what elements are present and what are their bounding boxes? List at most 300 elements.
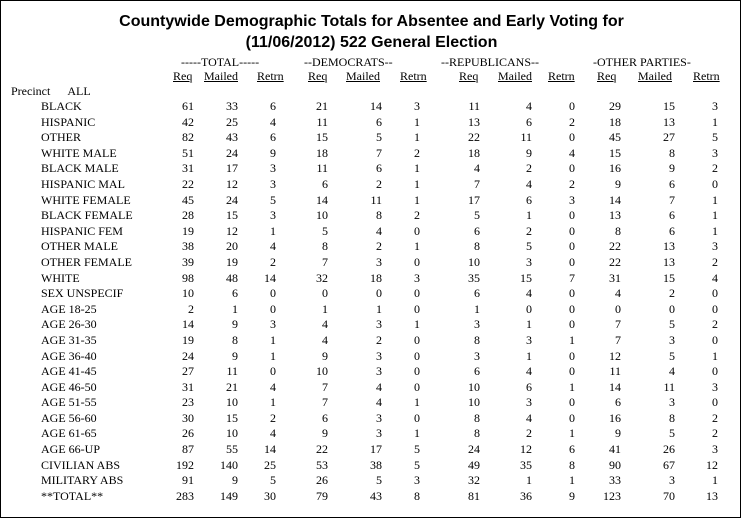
cell-total-retrn: 30 xyxy=(264,488,276,503)
cell-rep-mailed: 2 xyxy=(526,223,532,238)
cell-oth-retrn: 3 xyxy=(712,379,718,394)
row-label: AGE 56-60 xyxy=(41,410,97,425)
cell-rep-mailed: 1 xyxy=(526,473,532,488)
cell-total-retrn: 0 xyxy=(270,286,276,301)
cell-dem-req: 15 xyxy=(316,130,328,145)
cell-dem-req: 10 xyxy=(316,364,328,379)
cell-dem-retrn: 0 xyxy=(414,364,420,379)
cell-rep-req: 3 xyxy=(474,317,480,332)
cell-dem-retrn: 1 xyxy=(414,317,420,332)
cell-dem-req: 14 xyxy=(316,192,328,207)
cell-rep-mailed: 4 xyxy=(526,410,532,425)
cell-total-req: 30 xyxy=(182,410,194,425)
cell-total-mailed: 6 xyxy=(232,286,238,301)
cell-rep-mailed: 1 xyxy=(526,317,532,332)
cell-dem-req: 6 xyxy=(322,410,328,425)
cell-oth-req: 16 xyxy=(609,410,621,425)
cell-total-req: 91 xyxy=(182,473,194,488)
cell-total-retrn: 25 xyxy=(264,457,276,472)
row-label: OTHER xyxy=(41,130,81,145)
cell-oth-mailed: 13 xyxy=(663,254,675,269)
cell-oth-retrn: 2 xyxy=(712,410,718,425)
table-row xyxy=(1,489,741,505)
cell-dem-mailed: 5 xyxy=(376,473,382,488)
cell-oth-req: 9 xyxy=(615,176,621,191)
cell-oth-mailed: 15 xyxy=(663,99,675,113)
cell-dem-req: 4 xyxy=(322,317,328,332)
cell-rep-req: 10 xyxy=(468,379,480,394)
cell-oth-retrn: 1 xyxy=(712,114,718,129)
cell-dem-retrn: 1 xyxy=(414,130,420,145)
cell-total-mailed: 140 xyxy=(220,457,238,472)
cell-dem-req: 9 xyxy=(322,348,328,363)
table-row xyxy=(1,302,741,318)
cell-dem-req: 26 xyxy=(316,473,328,488)
cell-total-mailed: 8 xyxy=(232,332,238,347)
group-header-other-parties: -OTHER PARTIES- xyxy=(593,55,691,69)
cell-total-mailed: 24 xyxy=(226,145,238,160)
cell-dem-mailed: 3 xyxy=(376,254,382,269)
cell-dem-req: 32 xyxy=(316,270,328,285)
cell-dem-req: 11 xyxy=(316,114,328,129)
cell-total-mailed: 48 xyxy=(226,270,238,285)
cell-oth-req: 14 xyxy=(609,192,621,207)
cell-rep-retrn: 8 xyxy=(569,457,575,472)
subhead-rep-mailed: Mailed xyxy=(498,69,532,83)
cell-oth-retrn: 3 xyxy=(712,239,718,254)
cell-dem-mailed: 3 xyxy=(376,364,382,379)
cell-rep-mailed: 3 xyxy=(526,332,532,347)
cell-oth-req: 6 xyxy=(615,395,621,410)
precinct-label: Precinct xyxy=(11,84,51,98)
cell-oth-retrn: 0 xyxy=(712,301,718,316)
cell-rep-retrn: 0 xyxy=(569,161,575,176)
table-row xyxy=(1,317,741,333)
table-row xyxy=(1,239,741,255)
cell-dem-mailed: 3 xyxy=(376,317,382,332)
cell-rep-req: 35 xyxy=(468,270,480,285)
subhead-dem-retrn: Retrn xyxy=(400,69,427,83)
cell-oth-mailed: 7 xyxy=(669,192,675,207)
cell-total-req: 19 xyxy=(182,223,194,238)
table-row xyxy=(1,99,741,115)
cell-dem-req: 1 xyxy=(322,301,328,316)
cell-dem-mailed: 38 xyxy=(370,457,382,472)
cell-total-retrn: 4 xyxy=(270,426,276,441)
cell-total-mailed: 15 xyxy=(226,410,238,425)
subhead-total-retrn: Retrn xyxy=(257,69,284,83)
cell-oth-mailed: 6 xyxy=(669,208,675,223)
cell-total-req: 31 xyxy=(182,379,194,394)
cell-total-mailed: 9 xyxy=(232,348,238,363)
cell-dem-mailed: 18 xyxy=(370,270,382,285)
report-title-line2: (11/06/2012) 522 General Election xyxy=(245,34,498,51)
table-row xyxy=(1,380,741,396)
cell-oth-req: 31 xyxy=(609,270,621,285)
cell-rep-retrn: 0 xyxy=(569,364,575,379)
cell-total-req: 51 xyxy=(182,145,194,160)
subhead-oth-retrn: Retrn xyxy=(693,69,720,83)
cell-dem-mailed: 6 xyxy=(376,161,382,176)
cell-dem-retrn: 5 xyxy=(414,442,420,457)
cell-total-req: 38 xyxy=(182,239,194,254)
cell-rep-retrn: 0 xyxy=(569,395,575,410)
cell-rep-req: 1 xyxy=(474,301,480,316)
cell-dem-mailed: 11 xyxy=(370,192,382,207)
cell-total-mailed: 24 xyxy=(226,192,238,207)
table-row xyxy=(1,193,741,209)
cell-rep-retrn: 0 xyxy=(569,410,575,425)
cell-rep-mailed: 15 xyxy=(520,270,532,285)
cell-dem-req: 79 xyxy=(316,488,328,503)
cell-dem-retrn: 8 xyxy=(414,488,420,503)
cell-oth-mailed: 5 xyxy=(669,348,675,363)
cell-dem-mailed: 2 xyxy=(376,332,382,347)
cell-rep-req: 11 xyxy=(468,99,480,113)
cell-total-retrn: 3 xyxy=(270,317,276,332)
subhead-oth-mailed: Mailed xyxy=(638,69,672,83)
table-row xyxy=(1,130,741,146)
row-label: OTHER FEMALE xyxy=(41,254,132,269)
cell-dem-retrn: 1 xyxy=(414,114,420,129)
cell-oth-req: 0 xyxy=(615,301,621,316)
subhead-rep-req: Req xyxy=(459,69,479,83)
cell-rep-mailed: 3 xyxy=(526,395,532,410)
cell-rep-mailed: 36 xyxy=(520,488,532,503)
cell-total-req: 10 xyxy=(182,286,194,301)
cell-total-retrn: 3 xyxy=(270,176,276,191)
cell-rep-mailed: 3 xyxy=(526,254,532,269)
cell-rep-retrn: 2 xyxy=(569,114,575,129)
cell-oth-mailed: 8 xyxy=(669,145,675,160)
cell-dem-req: 7 xyxy=(322,395,328,410)
cell-rep-retrn: 9 xyxy=(569,488,575,503)
cell-rep-retrn: 0 xyxy=(569,99,575,113)
cell-oth-mailed: 13 xyxy=(663,114,675,129)
cell-total-retrn: 5 xyxy=(270,192,276,207)
cell-dem-mailed: 0 xyxy=(376,286,382,301)
cell-oth-mailed: 2 xyxy=(669,286,675,301)
cell-oth-mailed: 3 xyxy=(669,395,675,410)
cell-dem-retrn: 0 xyxy=(414,348,420,363)
cell-oth-retrn: 1 xyxy=(712,192,718,207)
cell-oth-retrn: 1 xyxy=(712,473,718,488)
cell-rep-retrn: 2 xyxy=(569,176,575,191)
row-label: AGE 46-50 xyxy=(41,379,97,394)
cell-dem-mailed: 4 xyxy=(376,223,382,238)
table-row xyxy=(1,161,741,177)
cell-oth-mailed: 6 xyxy=(669,176,675,191)
cell-dem-mailed: 3 xyxy=(376,426,382,441)
table-row xyxy=(1,208,741,224)
cell-dem-retrn: 2 xyxy=(414,208,420,223)
cell-rep-mailed: 6 xyxy=(526,192,532,207)
row-label: HISPANIC FEM xyxy=(41,223,123,238)
cell-rep-req: 10 xyxy=(468,254,480,269)
cell-oth-mailed: 27 xyxy=(663,130,675,145)
cell-dem-retrn: 1 xyxy=(414,239,420,254)
cell-dem-mailed: 5 xyxy=(376,130,382,145)
cell-total-req: 87 xyxy=(182,442,194,457)
precinct-line xyxy=(11,84,91,99)
cell-total-mailed: 11 xyxy=(226,364,238,379)
cell-rep-mailed: 1 xyxy=(526,348,532,363)
cell-dem-mailed: 7 xyxy=(376,145,382,160)
table-row xyxy=(1,115,741,131)
cell-oth-retrn: 0 xyxy=(712,176,718,191)
cell-dem-mailed: 17 xyxy=(370,442,382,457)
cell-oth-retrn: 0 xyxy=(712,332,718,347)
table-row xyxy=(1,224,741,240)
cell-total-req: 26 xyxy=(182,426,194,441)
cell-oth-req: 16 xyxy=(609,161,621,176)
cell-oth-req: 14 xyxy=(609,379,621,394)
cell-oth-req: 90 xyxy=(609,457,621,472)
cell-total-mailed: 9 xyxy=(232,317,238,332)
cell-dem-retrn: 0 xyxy=(414,223,420,238)
cell-total-req: 283 xyxy=(176,488,194,503)
cell-total-req: 45 xyxy=(182,192,194,207)
cell-oth-req: 11 xyxy=(609,364,621,379)
cell-oth-retrn: 0 xyxy=(712,364,718,379)
cell-oth-mailed: 11 xyxy=(663,379,675,394)
cell-total-retrn: 1 xyxy=(270,395,276,410)
subhead-rep-retrn: Retrn xyxy=(548,69,575,83)
cell-dem-retrn: 0 xyxy=(414,286,420,301)
cell-dem-retrn: 3 xyxy=(414,99,420,113)
cell-oth-req: 45 xyxy=(609,130,621,145)
row-label: AGE 18-25 xyxy=(41,301,97,316)
cell-total-retrn: 4 xyxy=(270,114,276,129)
cell-oth-retrn: 12 xyxy=(706,457,718,472)
cell-total-mailed: 25 xyxy=(226,114,238,129)
cell-dem-mailed: 2 xyxy=(376,239,382,254)
row-label: MILITARY ABS xyxy=(41,473,124,488)
cell-rep-req: 17 xyxy=(468,192,480,207)
subhead-total-req: Req xyxy=(173,69,193,83)
cell-oth-retrn: 3 xyxy=(712,145,718,160)
cell-oth-retrn: 1 xyxy=(712,208,718,223)
cell-total-mailed: 21 xyxy=(226,379,238,394)
cell-dem-retrn: 1 xyxy=(414,192,420,207)
cell-dem-retrn: 5 xyxy=(414,457,420,472)
cell-total-retrn: 0 xyxy=(270,364,276,379)
cell-total-mailed: 1 xyxy=(232,301,238,316)
table-row xyxy=(1,349,741,365)
cell-oth-retrn: 2 xyxy=(712,161,718,176)
cell-rep-retrn: 0 xyxy=(569,208,575,223)
cell-dem-req: 18 xyxy=(316,145,328,160)
cell-total-req: 14 xyxy=(182,317,194,332)
cell-rep-req: 13 xyxy=(468,114,480,129)
row-label: WHITE xyxy=(41,270,80,285)
table-row xyxy=(1,458,741,474)
cell-total-mailed: 20 xyxy=(226,239,238,254)
cell-oth-retrn: 0 xyxy=(712,286,718,301)
cell-rep-mailed: 5 xyxy=(526,239,532,254)
cell-dem-req: 7 xyxy=(322,254,328,269)
cell-rep-retrn: 0 xyxy=(569,130,575,145)
cell-rep-retrn: 0 xyxy=(569,254,575,269)
cell-oth-retrn: 3 xyxy=(712,99,718,113)
cell-dem-mailed: 3 xyxy=(376,410,382,425)
cell-oth-req: 33 xyxy=(609,473,621,488)
cell-total-retrn: 2 xyxy=(270,410,276,425)
cell-oth-req: 7 xyxy=(615,317,621,332)
cell-rep-mailed: 9 xyxy=(526,145,532,160)
table-row xyxy=(1,333,741,349)
cell-rep-retrn: 0 xyxy=(569,301,575,316)
cell-total-req: 98 xyxy=(182,270,194,285)
cell-dem-req: 53 xyxy=(316,457,328,472)
cell-oth-req: 123 xyxy=(603,488,621,503)
cell-oth-mailed: 4 xyxy=(669,364,675,379)
cell-oth-req: 18 xyxy=(609,114,621,129)
cell-oth-mailed: 5 xyxy=(669,317,675,332)
group-header-total: -----TOTAL----- xyxy=(181,55,260,69)
cell-rep-req: 81 xyxy=(468,488,480,503)
cell-total-req: 27 xyxy=(182,364,194,379)
cell-oth-retrn: 5 xyxy=(712,130,718,145)
cell-oth-mailed: 5 xyxy=(669,426,675,441)
cell-oth-mailed: 13 xyxy=(663,239,675,254)
cell-total-retrn: 4 xyxy=(270,379,276,394)
cell-oth-req: 8 xyxy=(615,223,621,238)
cell-dem-retrn: 0 xyxy=(414,332,420,347)
cell-oth-req: 15 xyxy=(609,145,621,160)
cell-total-retrn: 4 xyxy=(270,239,276,254)
cell-total-retrn: 14 xyxy=(264,442,276,457)
cell-rep-retrn: 1 xyxy=(569,332,575,347)
row-label: BLACK xyxy=(41,99,82,113)
cell-dem-mailed: 4 xyxy=(376,379,382,394)
cell-oth-mailed: 3 xyxy=(669,332,675,347)
cell-rep-mailed: 12 xyxy=(520,442,532,457)
row-label: OTHER MALE xyxy=(41,239,118,254)
row-label: SEX UNSPECIF xyxy=(41,286,124,301)
cell-oth-retrn: 2 xyxy=(712,426,718,441)
cell-rep-retrn: 3 xyxy=(569,192,575,207)
cell-oth-mailed: 6 xyxy=(669,223,675,238)
cell-total-mailed: 10 xyxy=(226,426,238,441)
cell-dem-req: 0 xyxy=(322,286,328,301)
data-rows xyxy=(1,99,741,504)
cell-rep-req: 6 xyxy=(474,286,480,301)
cell-total-retrn: 2 xyxy=(270,254,276,269)
row-label: AGE 36-40 xyxy=(41,348,97,363)
cell-rep-retrn: 6 xyxy=(569,442,575,457)
table-row xyxy=(1,177,741,193)
cell-dem-req: 5 xyxy=(322,223,328,238)
cell-dem-mailed: 2 xyxy=(376,176,382,191)
cell-dem-mailed: 1 xyxy=(376,301,382,316)
cell-total-retrn: 1 xyxy=(270,332,276,347)
cell-rep-retrn: 0 xyxy=(569,223,575,238)
row-label: HISPANIC xyxy=(41,114,96,129)
cell-total-retrn: 0 xyxy=(270,301,276,316)
row-label: CIVILIAN ABS xyxy=(41,457,121,472)
cell-dem-mailed: 4 xyxy=(376,395,382,410)
cell-oth-mailed: 3 xyxy=(669,473,675,488)
cell-dem-retrn: 3 xyxy=(414,473,420,488)
cell-rep-req: 7 xyxy=(474,176,480,191)
table-row xyxy=(1,411,741,427)
cell-oth-req: 7 xyxy=(615,332,621,347)
cell-rep-mailed: 11 xyxy=(520,130,532,145)
cell-dem-req: 6 xyxy=(322,176,328,191)
row-label: BLACK MALE xyxy=(41,161,119,176)
cell-total-retrn: 5 xyxy=(270,473,276,488)
cell-dem-retrn: 0 xyxy=(414,379,420,394)
cell-rep-req: 18 xyxy=(468,145,480,160)
cell-dem-req: 4 xyxy=(322,332,328,347)
cell-oth-req: 9 xyxy=(615,426,621,441)
cell-total-req: 23 xyxy=(182,395,194,410)
row-label: AGE 31-35 xyxy=(41,332,97,347)
cell-rep-mailed: 4 xyxy=(526,286,532,301)
cell-total-retrn: 6 xyxy=(270,130,276,145)
cell-total-mailed: 149 xyxy=(220,488,238,503)
cell-total-req: 2 xyxy=(188,301,194,316)
cell-total-retrn: 1 xyxy=(270,348,276,363)
cell-total-mailed: 15 xyxy=(226,208,238,223)
row-label: AGE 26-30 xyxy=(41,317,97,332)
cell-total-req: 28 xyxy=(182,208,194,223)
report-title-line1: Countywide Demographic Totals for Absentee and Early Voting for xyxy=(119,13,624,30)
cell-dem-mailed: 14 xyxy=(370,99,382,113)
cell-rep-req: 8 xyxy=(474,332,480,347)
cell-oth-retrn: 0 xyxy=(712,395,718,410)
cell-oth-req: 4 xyxy=(615,286,621,301)
table-row xyxy=(1,286,741,302)
cell-oth-req: 29 xyxy=(609,99,621,113)
cell-total-req: 42 xyxy=(182,114,194,129)
cell-rep-req: 10 xyxy=(468,395,480,410)
cell-rep-mailed: 35 xyxy=(520,457,532,472)
cell-rep-req: 6 xyxy=(474,223,480,238)
row-label: WHITE FEMALE xyxy=(41,192,131,207)
cell-rep-mailed: 6 xyxy=(526,379,532,394)
cell-total-retrn: 3 xyxy=(270,161,276,176)
cell-dem-retrn: 1 xyxy=(414,161,420,176)
cell-total-retrn: 1 xyxy=(270,223,276,238)
cell-dem-retrn: 0 xyxy=(414,254,420,269)
cell-rep-retrn: 7 xyxy=(569,270,575,285)
cell-rep-retrn: 0 xyxy=(569,286,575,301)
cell-rep-retrn: 0 xyxy=(569,348,575,363)
cell-total-mailed: 12 xyxy=(226,176,238,191)
cell-rep-mailed: 4 xyxy=(526,364,532,379)
cell-rep-mailed: 4 xyxy=(526,99,532,113)
subhead-dem-req: Req xyxy=(308,69,328,83)
cell-oth-mailed: 0 xyxy=(669,301,675,316)
cell-total-mailed: 12 xyxy=(226,223,238,238)
cell-rep-mailed: 0 xyxy=(526,301,532,316)
cell-dem-req: 9 xyxy=(322,426,328,441)
group-header-republicans: --REPUBLICANS-- xyxy=(441,55,539,69)
cell-rep-req: 5 xyxy=(474,208,480,223)
table-row xyxy=(1,426,741,442)
cell-rep-mailed: 4 xyxy=(526,176,532,191)
row-label: **TOTAL** xyxy=(41,488,104,503)
cell-oth-mailed: 26 xyxy=(663,442,675,457)
cell-oth-mailed: 70 xyxy=(663,488,675,503)
table-row xyxy=(1,473,741,489)
row-label: BLACK FEMALE xyxy=(41,208,133,223)
cell-rep-req: 22 xyxy=(468,130,480,145)
cell-total-req: 19 xyxy=(182,332,194,347)
cell-oth-mailed: 9 xyxy=(669,161,675,176)
